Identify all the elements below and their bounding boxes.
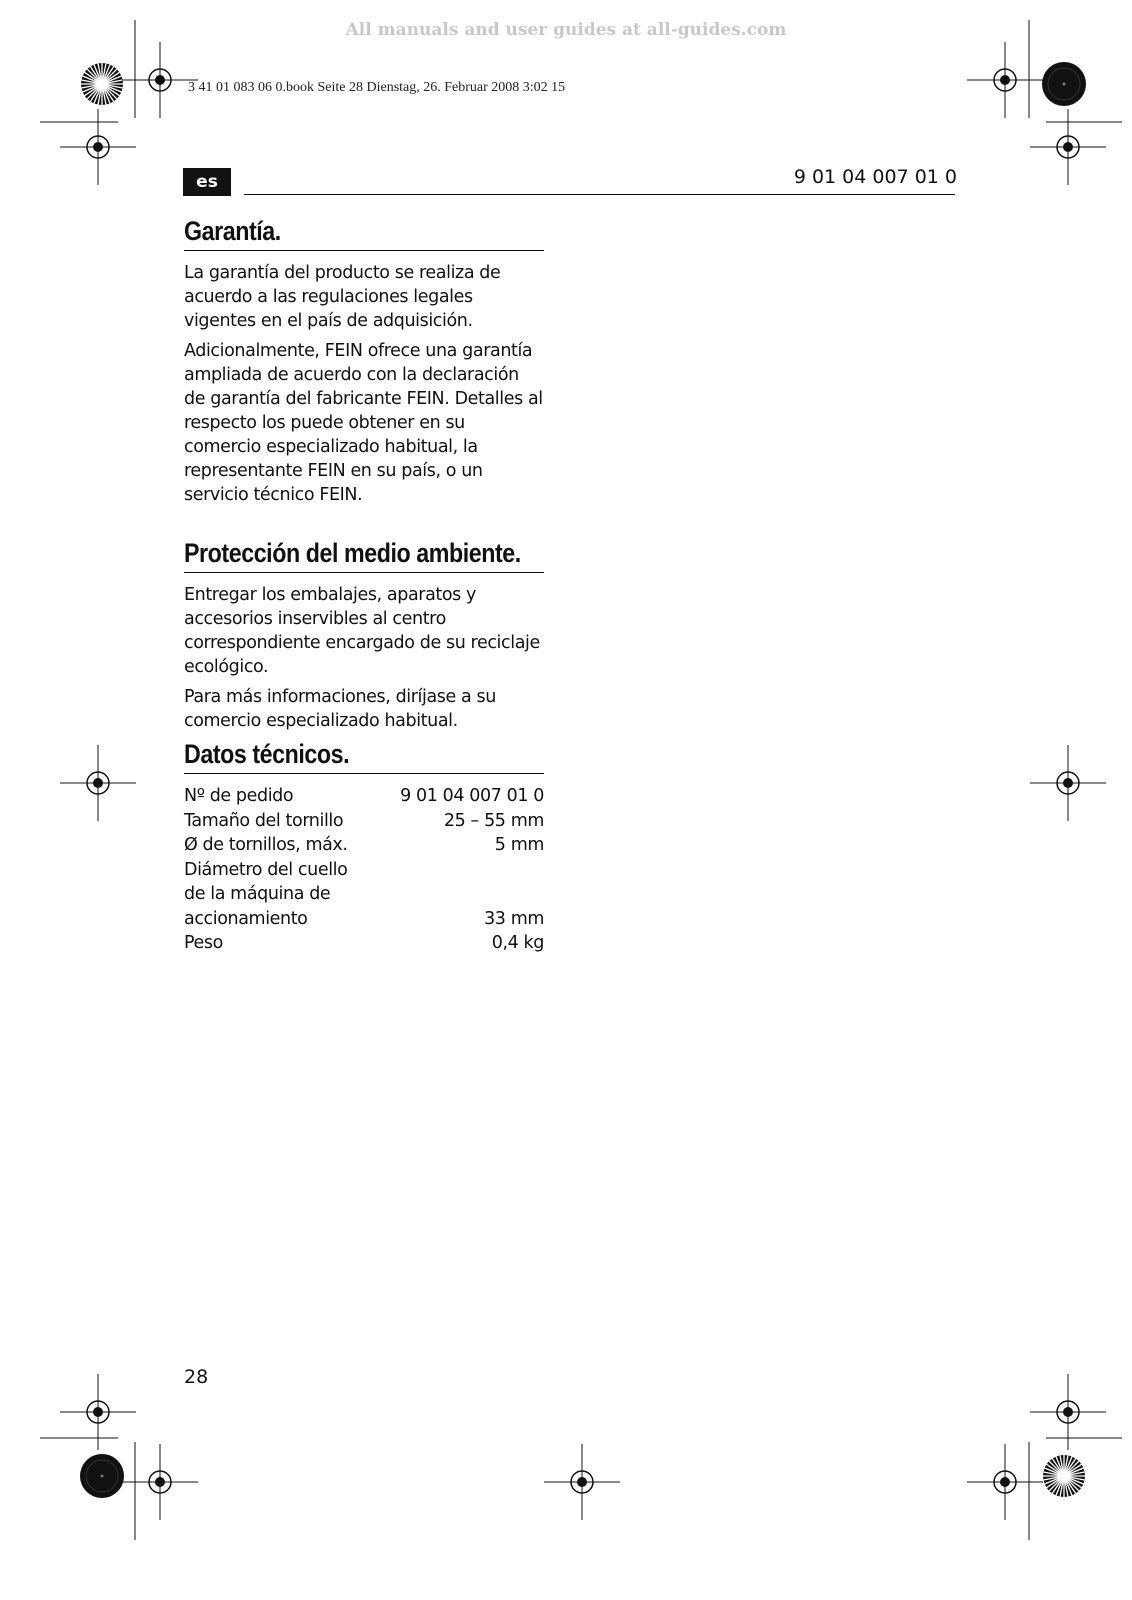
spec-value: 9 01 04 007 01 0 <box>400 786 544 806</box>
table-row <box>184 931 544 956</box>
section-title: Garantía. <box>184 216 281 246</box>
section-environment <box>184 536 544 739</box>
spec-label: Ø de tornillos, máx. <box>184 835 348 855</box>
table-row <box>184 784 544 809</box>
spec-value: 0,4 kg <box>491 933 544 953</box>
spec-label: Tamaño del tornillo <box>184 810 344 831</box>
specs-table <box>184 784 544 956</box>
header-rule <box>244 194 955 195</box>
language-tag: es <box>183 168 231 196</box>
paragraph: Entregar los embalajes, aparatos y accesorios inservibles al centro correspondiente encargado de su reciclaje ecológico. <box>184 585 540 677</box>
section-rule <box>184 773 544 774</box>
spec-label: Peso <box>184 933 223 953</box>
spec-value: 25 – 55 mm <box>443 810 544 831</box>
spec-value: 33 mm <box>484 908 544 929</box>
table-row <box>184 809 544 834</box>
section-warranty <box>184 214 544 513</box>
spec-label: Nº de pedido <box>184 786 294 806</box>
book-info-line: 3 41 01 083 06 0.book Seite 28 Dienstag, 26. Februar 2008 3:02 15 <box>188 80 566 95</box>
paragraph: Adicionalmente, FEIN ofrece una garantía ampliada de acuerdo con la declaración de garantía del fabricante FEIN. Detalles al respecto los puede obtener en su comercio especializado habitual, la representante FEIN en su país, o un servicio técnico FEIN. <box>184 341 543 505</box>
section-title: Protección del medio ambiente. <box>184 538 521 568</box>
section-rule <box>184 250 544 251</box>
document-number: 9 01 04 007 01 0 <box>793 166 957 188</box>
table-row <box>184 858 544 932</box>
paragraph: Para más informaciones, diríjase a su comercio especializado habitual. <box>184 687 496 731</box>
spec-label: Diámetro del cuello de la máquina de accionamiento <box>184 859 348 929</box>
watermark-text: All manuals and user guides at all-guides.com <box>345 20 787 40</box>
section-title: Datos técnicos. <box>184 739 350 769</box>
page-number: 28 <box>184 1366 209 1388</box>
paragraph: La garantía del producto se realiza de acuerdo a las regulaciones legales vigentes en el país de adquisición. <box>184 263 501 331</box>
section-rule <box>184 572 544 573</box>
spec-value: 5 mm <box>494 835 544 855</box>
table-row <box>184 833 544 858</box>
section-technical-data <box>184 737 544 956</box>
